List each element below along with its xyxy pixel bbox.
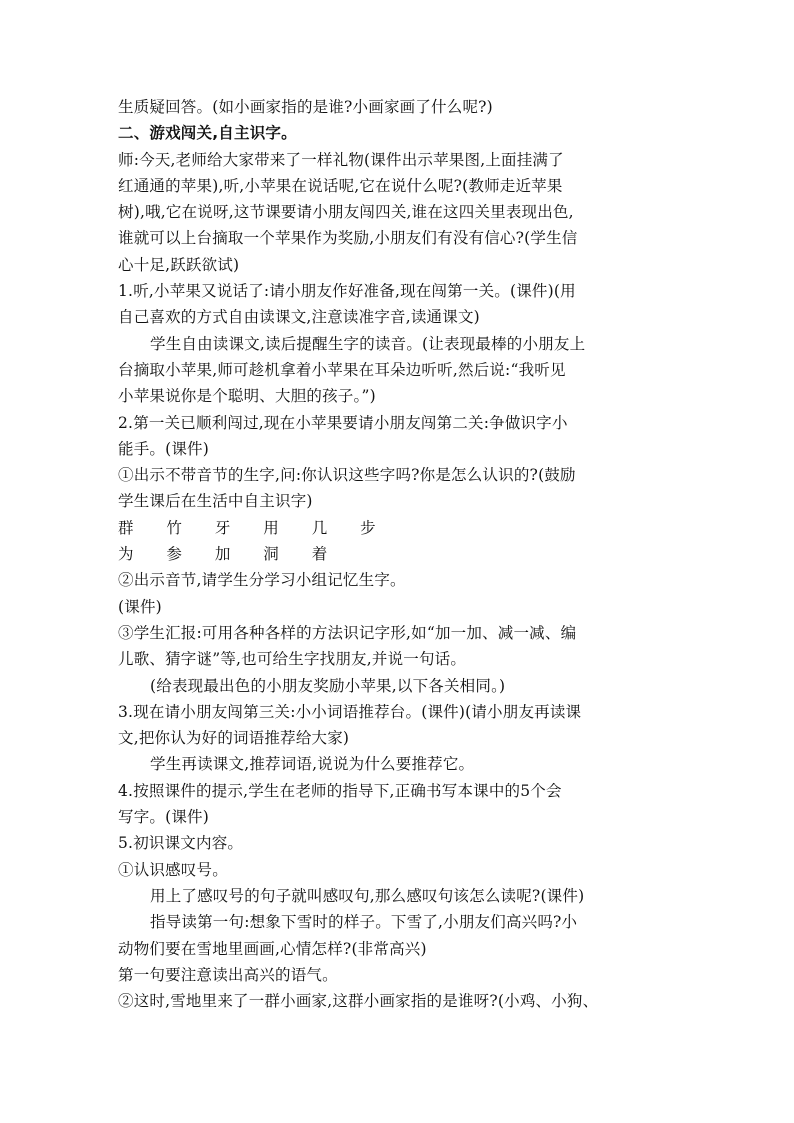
text-line: 写字。(课件) [118,808,209,827]
text-line: ②这时,雪地里来了一群小画家,这群小画家指的是谁呀?(小鸡、小狗、 [118,992,599,1011]
text-line: 学生再读课文,推荐词语,说说为什么要推荐它。 [150,755,475,774]
text-line: 师:今天,老师给大家带来了一样礼物(课件出示苹果图,上面挂满了 [118,150,564,169]
text-line: 学生自由读课文,读后提醒生字的读音。(让表现最棒的小朋友上 [150,334,586,353]
text-line: 台摘取小苹果,师可趁机拿着小苹果在耳朵边听听,然后说:“我听见 [118,360,566,379]
text-line: 第一句要注意读出高兴的语气。 [118,965,338,984]
text-line: 生质疑回答。(如小画家指的是谁?小画家画了什么呢?) [118,98,493,116]
text-line: 红通通的苹果),听,小苹果在说话呢,它在说什么呢?(教师走近苹果 [118,176,563,195]
text-line: ①认识感叹号。 [118,860,228,879]
text-line: 4.按照课件的提示,学生在老师的指导下,正确书写本课中的5个会 [118,781,562,800]
text-line: (给表现最出色的小朋友奖励小苹果,以下各关相同。) [150,676,506,695]
text-line: 指导读第一句:想象下雪时的样子。下雪了,小朋友们高兴吗?小 [150,913,578,932]
text-line: 小苹果说你是个聪明、大胆的孩子。”) [118,387,376,406]
text-line: 学生课后在生活中自主识字) [118,492,313,511]
text-line: 能手。(课件) [118,439,209,458]
text-line: 自己喜欢的方式自由读课文,注意读准字音,读通课文) [118,308,480,327]
text-line: (课件) [118,597,162,616]
text-line: 心十足,跃跃欲试) [118,255,240,274]
text-line: ③学生汇报:可用各种各样的方法识记字形,如“加一加、减一减、编 [118,623,577,642]
text-line: 儿歌、猜字谜”等,也可给生字找朋友,并说一句话。 [118,650,467,669]
character-list: 群 竹 牙 用 几 步 [118,518,390,537]
text-line: 动物们要在雪地里画画,心情怎样?(非常高兴) [118,939,427,958]
text-line: 3.现在请小朋友闯第三关:小小词语推荐台。(课件)(请小朋友再读课 [118,702,582,721]
text-line: ①出示不带音节的生字,问:你认识这些字吗?你是怎么认识的?(鼓励 [118,466,576,485]
text-line: 树),哦,它在说呀,这节课要请小朋友闯四关,谁在这四关里表现出色, [118,203,574,222]
text-line: 用上了感叹号的句子就叫感叹句,那么感叹句该怎么读呢?(课件) [150,886,585,905]
text-line: 文,把你认为好的词语推荐给大家) [118,729,350,748]
text-line: ②出示音节,请学生分学习小组记忆生字。 [118,571,406,590]
character-list: 为 参 加 洞 着 [118,545,342,564]
text-line: 1.听,小苹果又说话了:请小朋友作好准备,现在闯第一关。(课件)(用 [118,282,576,301]
text-line: 谁就可以上台摘取一个苹果作为奖励,小朋友们有没有信心?(学生信 [118,229,578,248]
document-page [118,94,678,1014]
section-heading: 二、游戏闯关,自主识字。 [118,124,297,143]
text-line: 2.第一关已顺利闯过,现在小苹果要请小朋友闯第二关:争做识字小 [118,413,568,432]
text-line: 5.初识课文内容。 [118,834,244,853]
